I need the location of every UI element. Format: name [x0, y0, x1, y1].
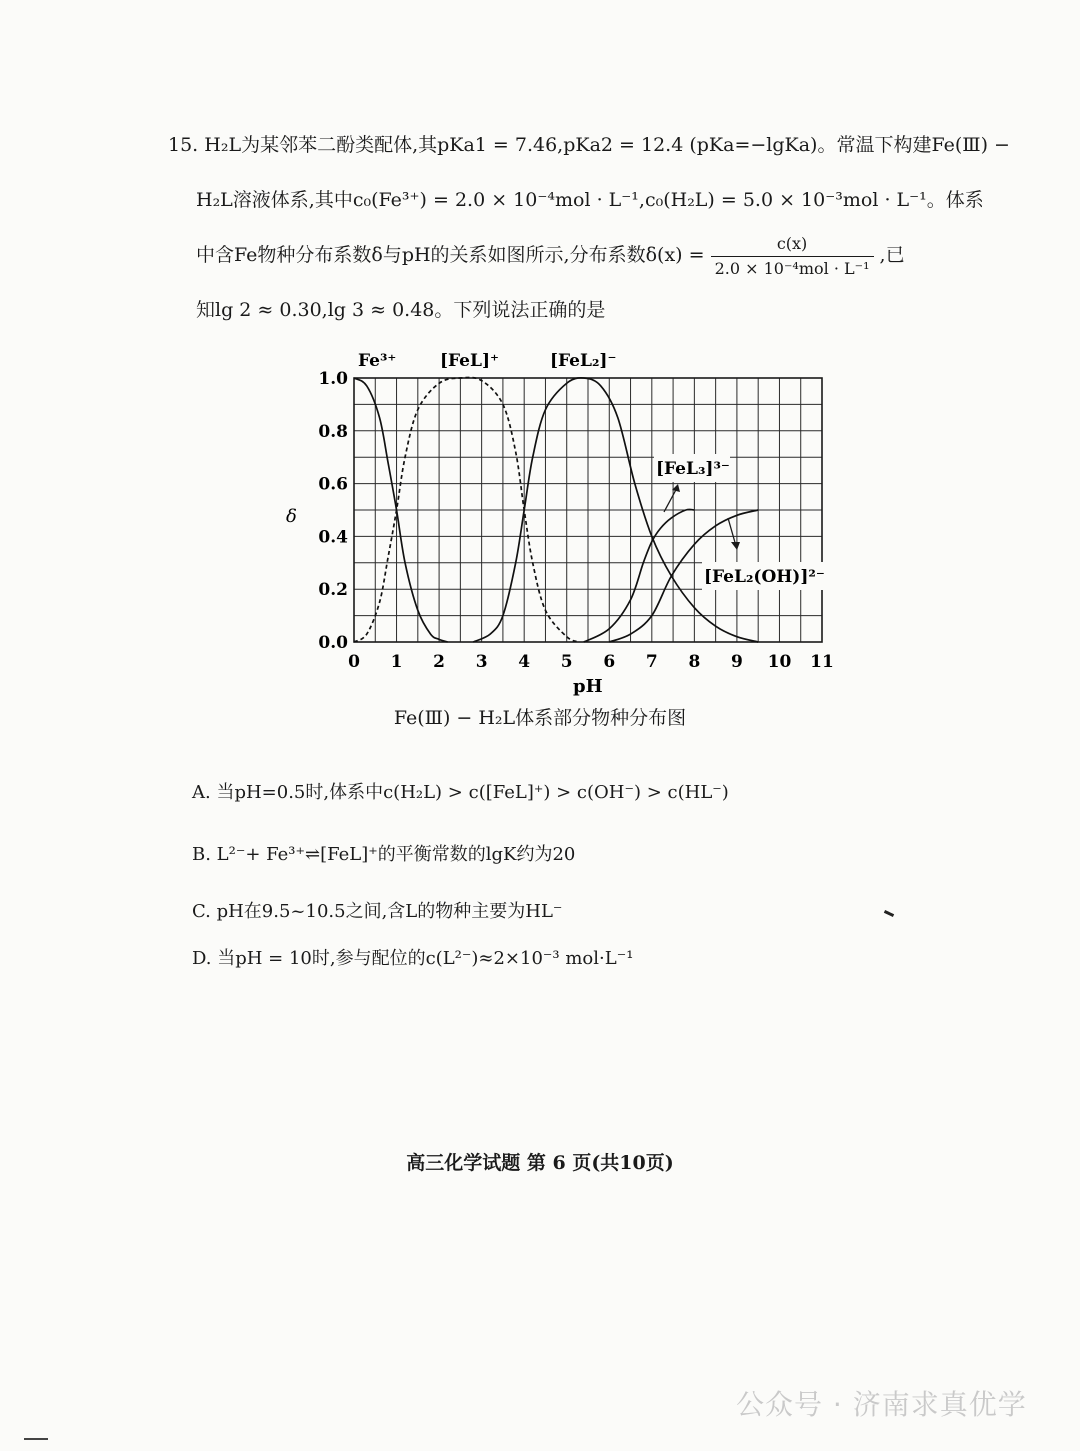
series-label-fel2oh: [FeL₂(OH)]²⁻ — [704, 567, 825, 587]
y-tick-label: 0.0 — [318, 633, 348, 653]
question-line-3 — [168, 228, 968, 283]
series-label-fel2: [FeL₂]⁻ — [550, 351, 617, 371]
fraction — [711, 232, 874, 281]
chart-axes — [318, 369, 833, 672]
series-label-fel3: [FeL₃]³⁻ — [656, 459, 730, 479]
series-label-fel: [FeL]⁺ — [440, 351, 499, 371]
x-tick-label: 11 — [810, 652, 834, 672]
x-tick-label: 5 — [560, 652, 573, 672]
question-15 — [168, 118, 1010, 338]
option-a: A. 当pH=0.5时,体系中c(H₂L) > c([FeL]⁺) > c(OH⁻) > c(HL⁻) — [192, 782, 729, 803]
option-b: B. L²⁻+ Fe³⁺⇌[FeL]⁺的平衡常数的lgK约为20 — [192, 844, 576, 865]
page-footer: 高三化学试题 第 6 页(共10页) — [406, 1152, 674, 1174]
x-tick-label: 7 — [645, 652, 658, 672]
y-tick-label: 0.6 — [318, 474, 348, 495]
x-tick-label: 10 — [767, 652, 792, 672]
watermark: 公众号 · 济南求真优学 — [736, 1388, 1027, 1421]
distribution-chart — [270, 340, 850, 710]
question-text-3: 中含Fe物种分布系数δ与pH的关系如图所示,分布系数δ(x) = — [196, 244, 705, 266]
question-text-1: H₂L为某邻苯二酚类配体,其pKa1 = 7.46,pKa2 = 12.4 (pKa=−lgKa)。常温下构建Fe(Ⅲ) − — [204, 134, 1010, 156]
y-tick-label: 0.4 — [318, 527, 348, 548]
fraction-numerator: c(x) — [711, 232, 874, 257]
y-tick-label: 0.8 — [318, 421, 348, 442]
x-tick-label: 3 — [475, 652, 488, 672]
y-tick-label: 0.2 — [318, 580, 348, 601]
x-tick-label: 8 — [688, 652, 701, 672]
y-axis-label: δ — [286, 506, 297, 527]
series-line-3 — [584, 509, 695, 642]
x-tick-label: 9 — [730, 652, 743, 672]
x-axis-label: pH — [573, 676, 603, 697]
x-tick-label: 6 — [603, 652, 616, 672]
option-d: D. 当pH = 10时,参与配位的c(L²⁻)≈2×10⁻³ mol·L⁻¹ — [192, 948, 634, 969]
question-line-2: H₂L溶液体系,其中c₀(Fe³⁺) = 2.0 × 10⁻⁴mol · L⁻¹,c₀(H₂L) = 5.0 × 10⁻³mol · L⁻¹。体系 — [196, 189, 984, 211]
chart-labels — [286, 351, 825, 697]
question-line-1 — [168, 118, 1010, 173]
x-tick-label: 1 — [390, 652, 403, 672]
option-c: C. pH在9.5~10.5之间,含L的物种主要为HL⁻ — [192, 901, 563, 922]
x-tick-label: 2 — [433, 652, 446, 672]
chart-grid — [354, 378, 822, 642]
pen-mark — [884, 910, 894, 917]
fraction-denominator: 2.0 × 10⁻⁴mol · L⁻¹ — [714, 258, 870, 278]
question-line-4: 知lg 2 ≈ 0.30,lg 3 ≈ 0.48。下列说法正确的是 — [196, 299, 606, 321]
x-tick-label: 4 — [518, 652, 531, 672]
y-tick-label: 1.0 — [318, 369, 348, 389]
x-tick-label: 0 — [348, 652, 360, 672]
chart-arrows — [664, 484, 740, 550]
edge-mark — [24, 1438, 48, 1440]
series-label-fe3: Fe³⁺ — [358, 351, 397, 371]
question-number: 15. — [168, 134, 199, 156]
chart-caption: Fe(Ⅲ) − H₂L体系部分物种分布图 — [393, 707, 687, 729]
question-text-3-suffix: ,已 — [879, 244, 905, 266]
